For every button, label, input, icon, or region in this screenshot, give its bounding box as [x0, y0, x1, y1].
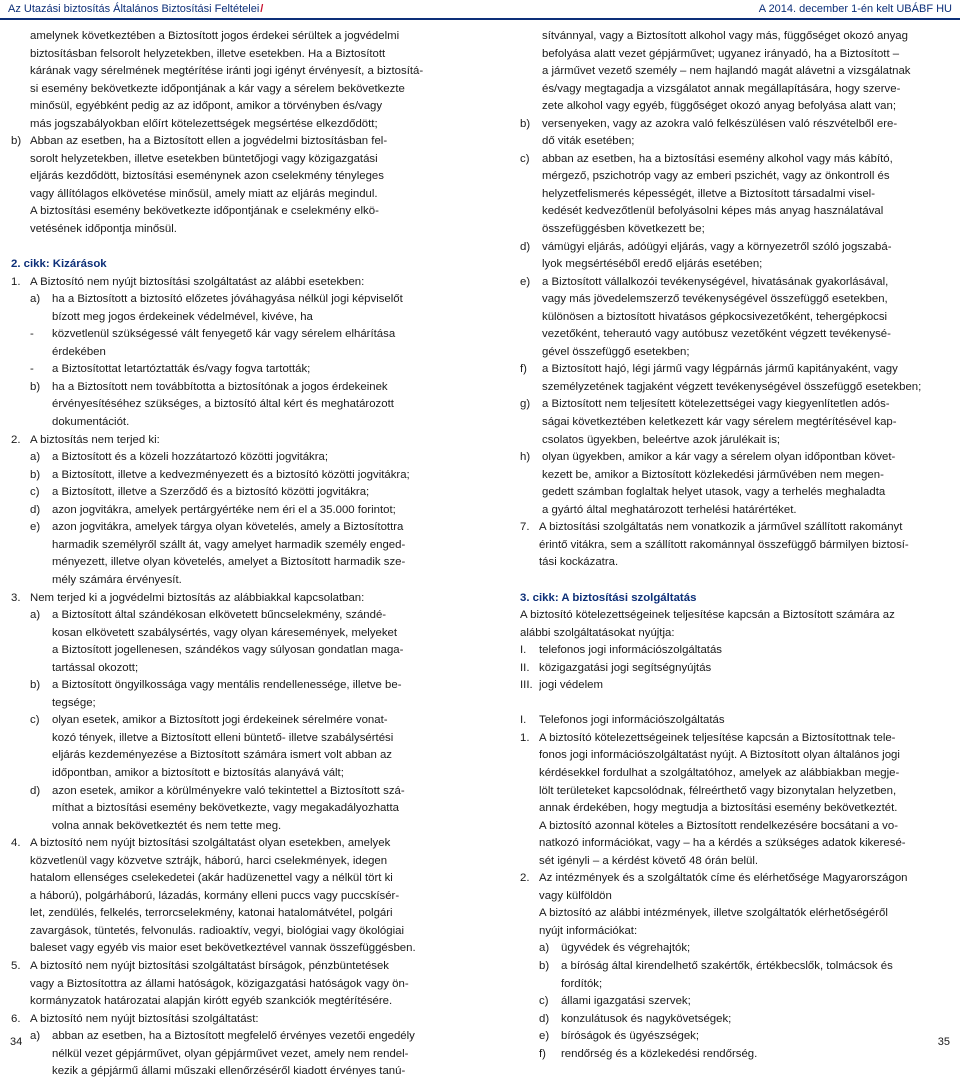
text-line: A biztosító azonnal köteles a Biztosított rendelkezésére bocsátani a vo-: [539, 819, 899, 832]
list-marker: f): [539, 1047, 546, 1060]
list-item: [11, 712, 443, 730]
list-marker: III.: [520, 679, 533, 692]
list-marker: b): [520, 117, 531, 130]
text-line: tartással okozott;: [52, 661, 139, 674]
text-line: ményezett, illetve olyan követelés, amelyet a Biztosított harmadik sze-: [52, 556, 406, 569]
list-marker: e): [520, 275, 531, 288]
text-line: kezett be, amikor a Biztosított közlekedési járművében nem megen-: [542, 468, 884, 481]
list-item-text: azon jogvitákra, amelyek pertárgyértéke nem éri el a 35.000 forintot;: [52, 503, 396, 516]
text-line: A biztosító kötelezettségeinek teljesítése kapcsán a Biztosított számára az: [520, 609, 895, 622]
section-heading: 2. cikk: Kizárások: [11, 258, 107, 271]
list-item-text: a Biztosított nem teljesített kötelezettségei vagy kiegyenlítetlen adós-: [542, 398, 890, 411]
list-item: [11, 326, 443, 344]
list-item: [11, 133, 443, 151]
list-marker: c): [30, 714, 40, 727]
text-line: kormányzatok határozatai alapján kirótt egyéb szankciók megtérítésére.: [30, 995, 393, 1008]
list-item: [520, 712, 955, 730]
list-item-text: a Biztosított által szándékosan elkövetett bűncselekmény, szándé-: [52, 609, 387, 622]
list-item: [11, 607, 443, 625]
list-item: [520, 870, 955, 888]
list-marker: I.: [520, 644, 527, 657]
text-line: vagy külföldön: [539, 889, 612, 902]
text-line: sét igényli – a kérdést követő 48 órán belül.: [539, 854, 759, 867]
list-item-text: közigazgatási jogi segítségnyújtás: [539, 661, 712, 674]
text-line: fordítók;: [561, 977, 603, 990]
text-line: a Biztosított jogellenesen, szándékos vagy súlyosan gondatlan maga-: [52, 644, 404, 657]
text-line: eljárás kezdeményezése a Biztosított számára ismert volt abban az: [52, 749, 392, 762]
text-line: helyzetfelismerés képességét, illetve a Biztosított társadalmi visel-: [542, 187, 875, 200]
list-item-text: vámügyi eljárás, adóügyi eljárás, vagy a környezetről szóló jogszabá-: [542, 240, 892, 253]
list-item-text: A biztosító nem nyújt biztosítási szolgáltatást:: [30, 1012, 259, 1025]
list-item: [11, 379, 443, 397]
list-item: [520, 1028, 955, 1046]
document-version: A 2014. december 1-én kelt UBÁBF HU: [758, 3, 952, 15]
text-line: vezetőként, teherautó vagy autóbusz vezetőként végzett tevékenysé-: [542, 328, 891, 341]
list-item: [520, 730, 955, 748]
list-marker: -: [30, 363, 34, 376]
list-item: [11, 590, 443, 608]
list-item-text: a Biztosítottat letartóztatták és/vagy fogva tartották;: [52, 363, 311, 376]
slash-mark-icon: /: [260, 3, 264, 15]
list-marker: 5.: [11, 959, 21, 972]
list-item-text: konzulátusok és nagykövetségek;: [561, 1012, 732, 1025]
section-heading: 3. cikk: A biztosítási szolgáltatás: [520, 591, 697, 604]
right-column: [520, 28, 955, 1063]
text-line: nélkül vezet gépjárművet, olyan gépjárművet vezet, amely nem rendel-: [52, 1047, 409, 1060]
list-item-text: telefonos jogi információszolgáltatás: [539, 644, 722, 657]
list-item: [11, 1011, 443, 1029]
text-line: si esemény bekövetkezte időpontjának a kár vagy a sérelem bekövetkezte: [30, 82, 405, 95]
list-marker: 3.: [11, 591, 21, 604]
text-line: alábbi szolgáltatásokat nyújtja:: [520, 626, 675, 639]
text-line: hatalom ellenséges cselekedetei (akár hadüzenettel vagy a nélkül tört ki: [30, 872, 393, 885]
list-marker: b): [11, 135, 22, 148]
list-marker: I.: [520, 714, 527, 727]
text-line: vetésének időpontja minősül.: [30, 223, 177, 236]
text-line: vagy állítólagos elkövetése minősül, amely miatt az eljárás megindul.: [30, 187, 378, 200]
text-line: mély számára érvényesít.: [52, 573, 182, 586]
text-line: mérgező, pszichotróp vagy az emberi pszichét, vagy az önkontroll és: [542, 170, 890, 183]
text-line: harmadik személyről szállt át, vagy amelyet harmadik személy enged-: [52, 538, 406, 551]
list-item: [520, 449, 955, 467]
list-item: [11, 783, 443, 801]
list-item: [520, 958, 955, 976]
list-item-text: olyan esetek, amikor a Biztosított jogi érdekeinek sérelmére vonat-: [52, 714, 388, 727]
list-marker: a): [30, 293, 41, 306]
list-item: [11, 677, 443, 695]
list-item: [11, 449, 443, 467]
list-item-text: a Biztosított, illetve a kedvezményezett és a biztosító közötti jogvitákra;: [52, 468, 410, 481]
list-item: [520, 677, 955, 695]
list-marker: e): [539, 1030, 550, 1043]
list-marker: b): [30, 679, 41, 692]
list-marker: 2.: [520, 872, 530, 885]
text-line: vagy a Biztosítottra az állami hatóságok, közigazgatási hatóságok vagy ön-: [30, 977, 409, 990]
list-item-text: azon jogvitákra, amelyek tárgya olyan követelés, amely a Biztosítottra: [52, 521, 404, 534]
list-item: [11, 502, 443, 520]
list-item-text: a Biztosított, illetve a Szerződő és a biztosító közötti jogvitákra;: [52, 486, 370, 499]
list-item: [520, 1046, 955, 1064]
list-item-text: abban az esetben, ha a Biztosított megfelelő érvényes vezetői engedély: [52, 1030, 415, 1043]
text-line: csolatos ügyekben, beleértve azok járulékait is;: [542, 433, 781, 446]
list-item: [520, 396, 955, 414]
list-marker: II.: [520, 661, 530, 674]
text-line: lölt területeket kapcsolódnak, félreérthető vagy bizonytalan helyzetben,: [539, 784, 897, 797]
text-line: kedését kedvezőtlenül befolyásolni képes más anyag használatával: [542, 205, 884, 218]
page-number-left: 34: [10, 1036, 23, 1048]
list-marker: 1.: [520, 731, 530, 744]
text-line: fonos jogi információszolgáltatást nyújt. A Biztosított olyan általános jogi: [539, 749, 900, 762]
spacer: [520, 572, 955, 590]
text-line: érintő vitákra, sem a szállított rakománnyal összefüggő bármilyen biztosí-: [539, 538, 909, 551]
list-marker: -: [30, 328, 34, 341]
text-line: összefüggésben következett be;: [542, 223, 705, 236]
text-line: volna annak bekövetkeztét és nem tette meg.: [52, 819, 282, 832]
text-line: A biztosítási esemény bekövetkezte időpontjának e cselekmény elkö-: [30, 205, 379, 218]
text-line: és/vagy megtagadja a vizsgálatot annak megállapítására, hogy szerve-: [542, 82, 901, 95]
list-item-text: Abban az esetben, ha a Biztosított ellen a jogvédelmi biztosításban fel-: [30, 135, 388, 148]
text-line: míthat a biztosítási esemény bekövetkezte, vagy megakadályozhatta: [52, 802, 399, 815]
list-item: [520, 239, 955, 257]
list-item-text: ha a Biztosított a biztosító előzetes jóváhagyása nélkül jogi képviselőt: [52, 293, 403, 306]
list-marker: d): [30, 503, 41, 516]
list-item: [520, 1011, 955, 1029]
list-item: [11, 958, 443, 976]
text-line: zete alkohol vagy egyéb, függőséget okozó anyag befolyása alatt van;: [542, 100, 896, 113]
list-item-text: a bíróság által kirendelhető szakértők, értékbecslők, tolmácsok és: [561, 959, 893, 972]
text-line: érvényesítéséhez szükséges, a biztosító által kért és meghatározott: [52, 398, 394, 411]
list-item: [11, 519, 443, 537]
text-line: gedett számban foglaltak helyet utasok, vagy a terhelés meghaladta: [542, 486, 886, 499]
list-item-text: A biztosítási szolgáltatás nem vonatkozik a járművel szállított rakományt: [539, 521, 903, 534]
list-marker: a): [30, 451, 41, 464]
list-item-text: ha a Biztosított nem továbbította a biztosítónak a jogos érdekeinek: [52, 380, 388, 393]
list-item-text: A biztosító kötelezettségeinek teljesítése kapcsán a Biztosítottnak tele-: [539, 731, 896, 744]
list-item: [11, 835, 443, 853]
text-line: sorolt helyzetekben, illetve esetekben büntetőjogi vagy közigazgatási: [30, 152, 378, 165]
list-item: [520, 274, 955, 292]
list-marker: c): [30, 486, 40, 499]
list-item-text: Nem terjed ki a jogvédelmi biztosítás az alábbiakkal kapcsolatban:: [30, 591, 365, 604]
spacer: [11, 239, 443, 257]
list-marker: 4.: [11, 837, 21, 850]
list-marker: d): [539, 1012, 550, 1025]
list-item-text: A biztosító nem nyújt biztosítási szolgáltatást bírságok, pénzbüntetések: [30, 959, 390, 972]
text-line: személyzetének tagjaként végzett tevékenységével összefüggő esetekben;: [542, 380, 922, 393]
list-item: [520, 940, 955, 958]
text-line: A biztosító az alábbi intézmények, illetve szolgáltatók elérhetőségéről: [539, 907, 888, 920]
list-marker: 7.: [520, 521, 530, 534]
list-marker: f): [520, 363, 527, 376]
left-column: [11, 28, 443, 1081]
text-line: let, zendülés, felkelés, terrorcselekmény, katonai hatalomátvétel, polgári: [30, 907, 393, 920]
list-item: [520, 993, 955, 1011]
list-item-text: abban az esetben, ha a biztosítási esemény alkohol vagy más kábító,: [542, 152, 893, 165]
text-line: biztosításban felsorolt helyzetekben, illetve esetekben. Ha a Biztosított: [30, 47, 386, 60]
list-marker: e): [30, 521, 41, 534]
header-divider: [0, 18, 960, 20]
text-line: sítvánnyal, vagy a Biztosított alkohol vagy más, függőséget okozó anyag: [542, 30, 908, 42]
text-line: vagy más jövedelemszerző tevékenységével összefüggő esetekben,: [542, 293, 888, 306]
list-marker: c): [539, 995, 549, 1008]
text-line: tási kockázatra.: [539, 556, 619, 569]
text-line: különösen a biztosított hivatásos gépkocsivezetőként, tehergépkocsi: [542, 310, 888, 323]
list-marker: 6.: [11, 1012, 21, 1025]
text-line: a háború), polgárháború, lázadás, kormány elleni puccs vagy puccskísér-: [30, 889, 400, 902]
text-line: lyok megsértéséből eredő eljárás esetében;: [542, 258, 763, 271]
list-item-text: A Biztosító nem nyújt biztosítási szolgáltatást az alábbi esetekben:: [30, 275, 365, 288]
list-item: [11, 484, 443, 502]
text-line: minősül, egyébként pedig az az időpont, amikor a törvényben és/vagy: [30, 100, 383, 113]
text-line: kozó tények, illetve a Biztosított elleni büntető- illetve szabálysértési: [52, 731, 394, 744]
text-line: időpontban, amikor a biztosított e biztosítás alanyává vált;: [52, 766, 344, 779]
list-marker: a): [539, 942, 550, 955]
text-line: baleset vagy egyéb vis maior eset bekövetkeztével vannak összefüggésben.: [30, 942, 416, 955]
text-line: annak érdekében, hogy megtudja a biztosítási esemény bekövetkeztét.: [539, 802, 898, 815]
list-marker: 2.: [11, 433, 21, 446]
text-line: bízott meg jogos érdekeinek védelmével, kivéve, ha: [52, 310, 313, 323]
list-item: [11, 467, 443, 485]
list-item: [11, 361, 443, 379]
list-item: [520, 151, 955, 169]
text-line: kérdésekkel fordulhat a szolgáltatóhoz, amelyek az alábbiakban megje-: [539, 766, 900, 779]
list-marker: b): [30, 380, 41, 393]
text-line: amelynek következtében a Biztosított jogos érdekei sérültek a jogvédelmi: [30, 30, 400, 42]
text-line: befolyása alatt vezet gépjárművet; ugyanez irányadó, ha a Biztosított –: [542, 47, 900, 60]
text-line: dokumentációt.: [52, 416, 130, 429]
text-line: nyújt információkat:: [539, 924, 638, 937]
list-item-text: a Biztosított hajó, légi jármű vagy légpárnás jármű kapitányaként, vagy: [542, 363, 898, 376]
text-line: a gyártó által meghatározott terhelési határértéket.: [542, 503, 797, 516]
list-marker: b): [539, 959, 550, 972]
text-line: natkozó információkat, vagy – ha a kérdés a szükséges adatok kikeresé-: [539, 837, 906, 850]
text-line: tegsége;: [52, 696, 96, 709]
list-item: [11, 274, 443, 292]
list-marker: d): [30, 784, 41, 797]
text-line: kosan elkövetett szabálysértés, vagy olyan káresemények, melyeket: [52, 626, 398, 639]
text-line: más jogszabályokban előírt kötelezettségek megsértése elkezdődött;: [30, 117, 378, 130]
list-item-text: versenyeken, vagy az azokra való felkészülésen való részvételből ere-: [542, 117, 898, 130]
list-item: [11, 291, 443, 309]
list-item-text: bíróságok és ügyészségek;: [561, 1030, 700, 1043]
text-line: gével összefüggő esetekben;: [542, 345, 690, 358]
document-title: Az Utazási biztosítás Általános Biztosítási Feltételei/: [8, 3, 264, 15]
text-line: ságai következtében keletkezett kár vagy sérelem megtérítésével kap-: [542, 416, 897, 429]
list-item-text: Telefonos jogi információszolgáltatás: [539, 714, 725, 727]
list-item-text: a Biztosított vállalkozói tevékenységével, hivatásának gyakorlásával,: [542, 275, 889, 288]
list-marker: a): [30, 609, 41, 622]
text-line: kárának vagy sérelmének megtérítése iránti jogi igényt érvényesít, a biztosítá-: [30, 65, 424, 78]
text-line: zavargások, tüntetés, felvonulás. radioaktív, vegyi, biológiai vagy ökológiai: [30, 924, 404, 937]
text-line: dő viták esetében;: [542, 135, 635, 148]
list-marker: 1.: [11, 275, 21, 288]
list-marker: h): [520, 451, 531, 464]
list-item-text: a Biztosított és a közeli hozzátartozó közötti jogvitákra;: [52, 451, 329, 464]
list-item-text: olyan ügyekben, amikor a kár vagy a sérelem olyan időpontban követ-: [542, 451, 896, 464]
running-header: [0, 0, 960, 20]
list-item-text: Az intézmények és a szolgáltatók címe és elérhetősége Magyarországon: [539, 872, 908, 885]
list-item-text: ügyvédek és végrehajtók;: [561, 942, 691, 955]
list-marker: b): [30, 468, 41, 481]
list-item-text: állami igazgatási szervek;: [561, 995, 691, 1008]
list-item-text: a Biztosított öngyilkossága vagy mentális rendellenessége, illetve be-: [52, 679, 402, 692]
spacer: [520, 695, 955, 713]
list-item-text: rendőrség és a közlekedési rendőrség.: [561, 1047, 758, 1060]
list-item-text: A biztosító nem nyújt biztosítási szolgáltatást olyan esetekben, amelyek: [30, 837, 391, 850]
text-line: eljárás kezdődött, biztosítási eseménynek azon cselekmény tényleges: [30, 170, 384, 183]
list-item: [11, 1028, 443, 1046]
list-item: [11, 432, 443, 450]
list-marker: c): [520, 152, 530, 165]
list-item: [520, 660, 955, 678]
page-number-right: 35: [937, 1036, 950, 1048]
list-item: [520, 361, 955, 379]
list-marker: g): [520, 398, 531, 411]
list-item: [520, 642, 955, 660]
list-item-text: közvetlenül szükségessé vált fenyegető kár vagy sérelem elhárítása: [52, 328, 396, 341]
text-line: kezik a gépjármű állami műszaki ellenőrzéséről kiadott érvényes tanú-: [52, 1065, 406, 1078]
text-line: közvetlenül vagy közvetve sztrájk, háború, harci cselekmények, idegen: [30, 854, 388, 867]
text-line: a járművet vezető személy – nem hajlandó magát alávetni a vizsgálatnak: [542, 65, 911, 78]
list-item-text: azon esetek, amikor a körülményekre való tekintettel a Biztosított szá-: [52, 784, 405, 797]
list-item: [520, 519, 955, 537]
text-line: érdekében: [52, 345, 106, 358]
list-marker: a): [30, 1030, 41, 1043]
list-item-text: jogi védelem: [539, 679, 603, 692]
list-item-text: A biztosítás nem terjed ki:: [30, 433, 160, 446]
list-item: [520, 116, 955, 134]
list-marker: d): [520, 240, 531, 253]
